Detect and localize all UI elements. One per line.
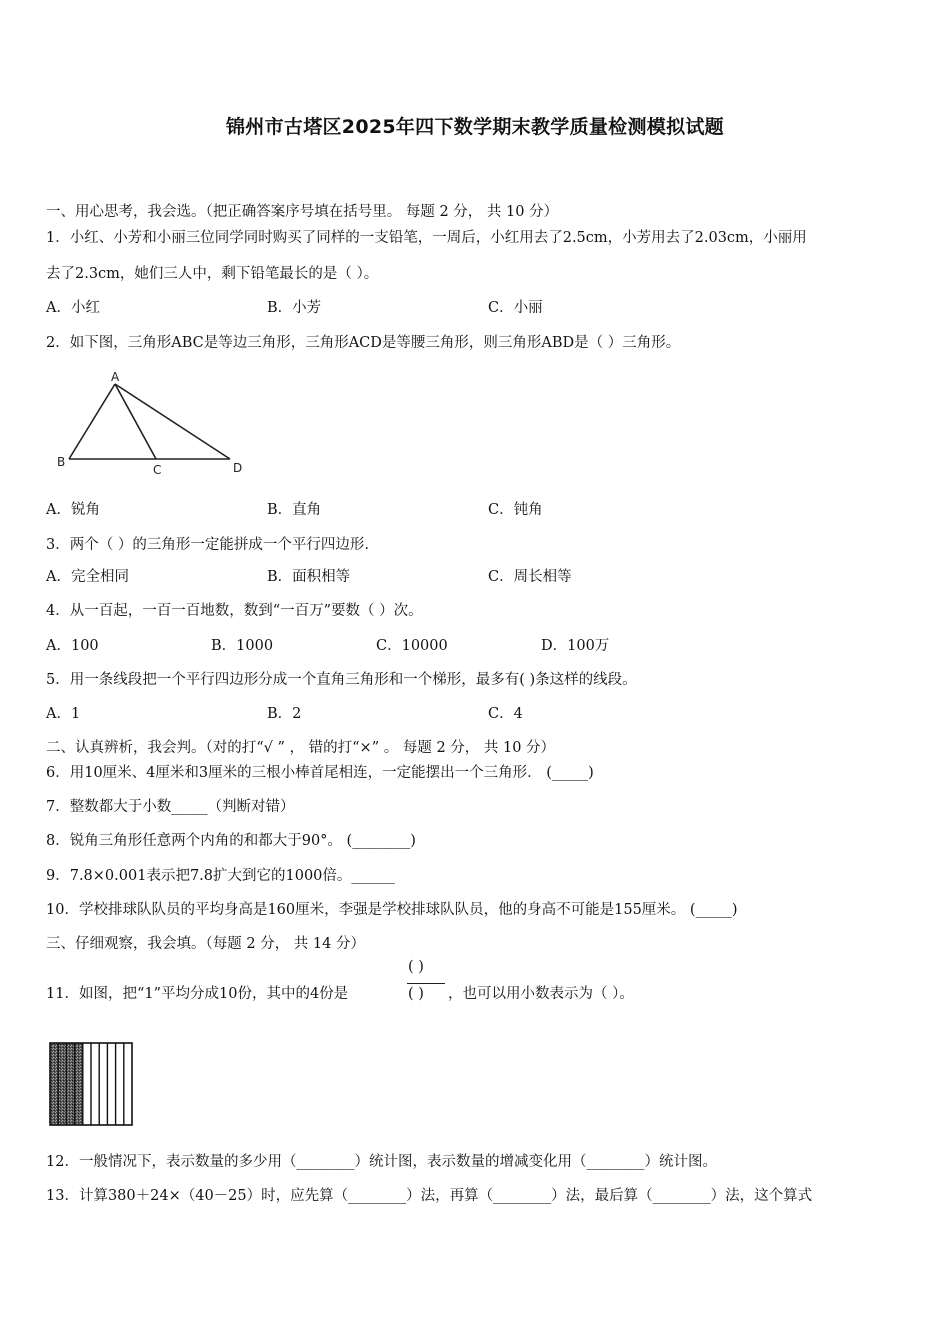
question-4-option-c: C．10000	[376, 638, 448, 654]
question-2-option-c: C．钝角	[488, 502, 543, 518]
question-2-option-a: A．锐角	[46, 502, 100, 518]
question-8-text: 8．锐角三角形任意两个内角的和都大于90°。 (________)	[46, 833, 416, 849]
shaded-part-3	[66, 1043, 74, 1125]
question-5-text: 5．用一条线段把一个平行四边形分成一个直角三角形和一个梯形，最多有( )条这样的线段。	[46, 672, 637, 688]
vertex-label-d: D	[233, 461, 243, 475]
shaded-part-2	[58, 1043, 66, 1125]
vertex-label-b: B	[57, 455, 66, 469]
question-9-text: 9．7.8×0.001表示把7.8扩大到它的1000倍。______	[46, 868, 395, 884]
question-3-option-b: B．面积相等	[267, 569, 351, 585]
question-11-text-after: ，也可以用小数表示为（ ）。	[448, 986, 634, 1002]
vertex-label-a: A	[111, 370, 120, 384]
question-5-option-c: C．4	[488, 706, 523, 722]
question-12-text: 12．一般情况下，表示数量的多少用（________）统计图，表示数量的增减变化用（________）统计图。	[46, 1154, 717, 1170]
side-ad	[115, 384, 230, 459]
section-1-heading: 一、用心思考，我会选。（把正确答案序号填在括号里。 每题 2 分， 共 10 分）	[46, 204, 559, 220]
shaded-part-4	[75, 1043, 83, 1125]
shaded-part-1	[50, 1043, 58, 1125]
question-7-text: 7．整数都大于小数_____（判断对错）	[46, 799, 295, 815]
section-2-heading: 二、认真辨析，我会判。（对的打“√ ” ， 错的打“×” 。 每题 2 分， 共 10 分）	[46, 740, 556, 756]
question-2-option-b: B．直角	[267, 502, 322, 518]
vertex-label-c: C	[153, 463, 162, 477]
question-13-text: 13．计算380＋24×（40－25）时，应先算（________）法，再算（________）法，最后算（________）法，这个算式	[46, 1188, 813, 1204]
side-ac	[115, 384, 156, 459]
fraction-bar	[407, 983, 445, 984]
question-4-option-b: B．1000	[211, 638, 274, 654]
question-6-text: 6．用10厘米、4厘米和3厘米的三根小棒首尾相连，一定能摆出一个三角形． (_____)	[46, 765, 594, 781]
question-2-text: 2．如下图，三角形ABC是等边三角形，三角形ACD是等腰三角形，则三角形ABD是（ ）三角形。	[46, 335, 681, 351]
triangle-figure	[52, 366, 252, 478]
question-5-option-a: A．1	[46, 706, 81, 722]
tenths-strip-figure	[46, 1040, 136, 1128]
fraction-denominator: ( )	[408, 986, 424, 1002]
question-1-option-a: A．小红	[46, 300, 100, 316]
question-1-option-b: B．小芳	[267, 300, 322, 316]
question-11-text-before: 11．如图，把“1”平均分成10份，其中的4份是	[46, 986, 349, 1002]
question-1-line-1: 1．小红、小芳和小丽三位同学同时购买了同样的一支铅笔，一周后，小红用去了2.5cm，小芳用去了2.03cm，小丽用	[46, 230, 807, 246]
section-3-heading: 三、仔细观察，我会填。（每题 2 分， 共 14 分）	[46, 936, 365, 952]
question-5-option-b: B．2	[267, 706, 302, 722]
question-3-text: 3．两个（ ）的三角形一定能拼成一个平行四边形.	[46, 537, 369, 553]
question-10-text: 10．学校排球队队员的平均身高是160厘米，李强是学校排球队队员，他的身高不可能是155厘米。 (_____)	[46, 902, 738, 918]
question-3-option-c: C．周长相等	[488, 569, 572, 585]
question-3-option-a: A．完全相同	[46, 569, 129, 585]
question-4-text: 4．从一百起，一百一百地数，数到“一百万”要数（ ）次。	[46, 603, 423, 619]
question-1-option-c: C．小丽	[488, 300, 543, 316]
question-1-line-2: 去了2.3cm，她们三人中，剩下铅笔最长的是（ ）。	[46, 266, 379, 282]
side-ab	[69, 384, 115, 459]
question-4-option-d: D．100万	[541, 638, 610, 654]
question-4-option-a: A．100	[46, 638, 99, 654]
fraction-numerator: ( )	[408, 959, 424, 975]
page-title: 锦州市古塔区2025年四下数学期末教学质量检测模拟试题	[226, 116, 724, 138]
